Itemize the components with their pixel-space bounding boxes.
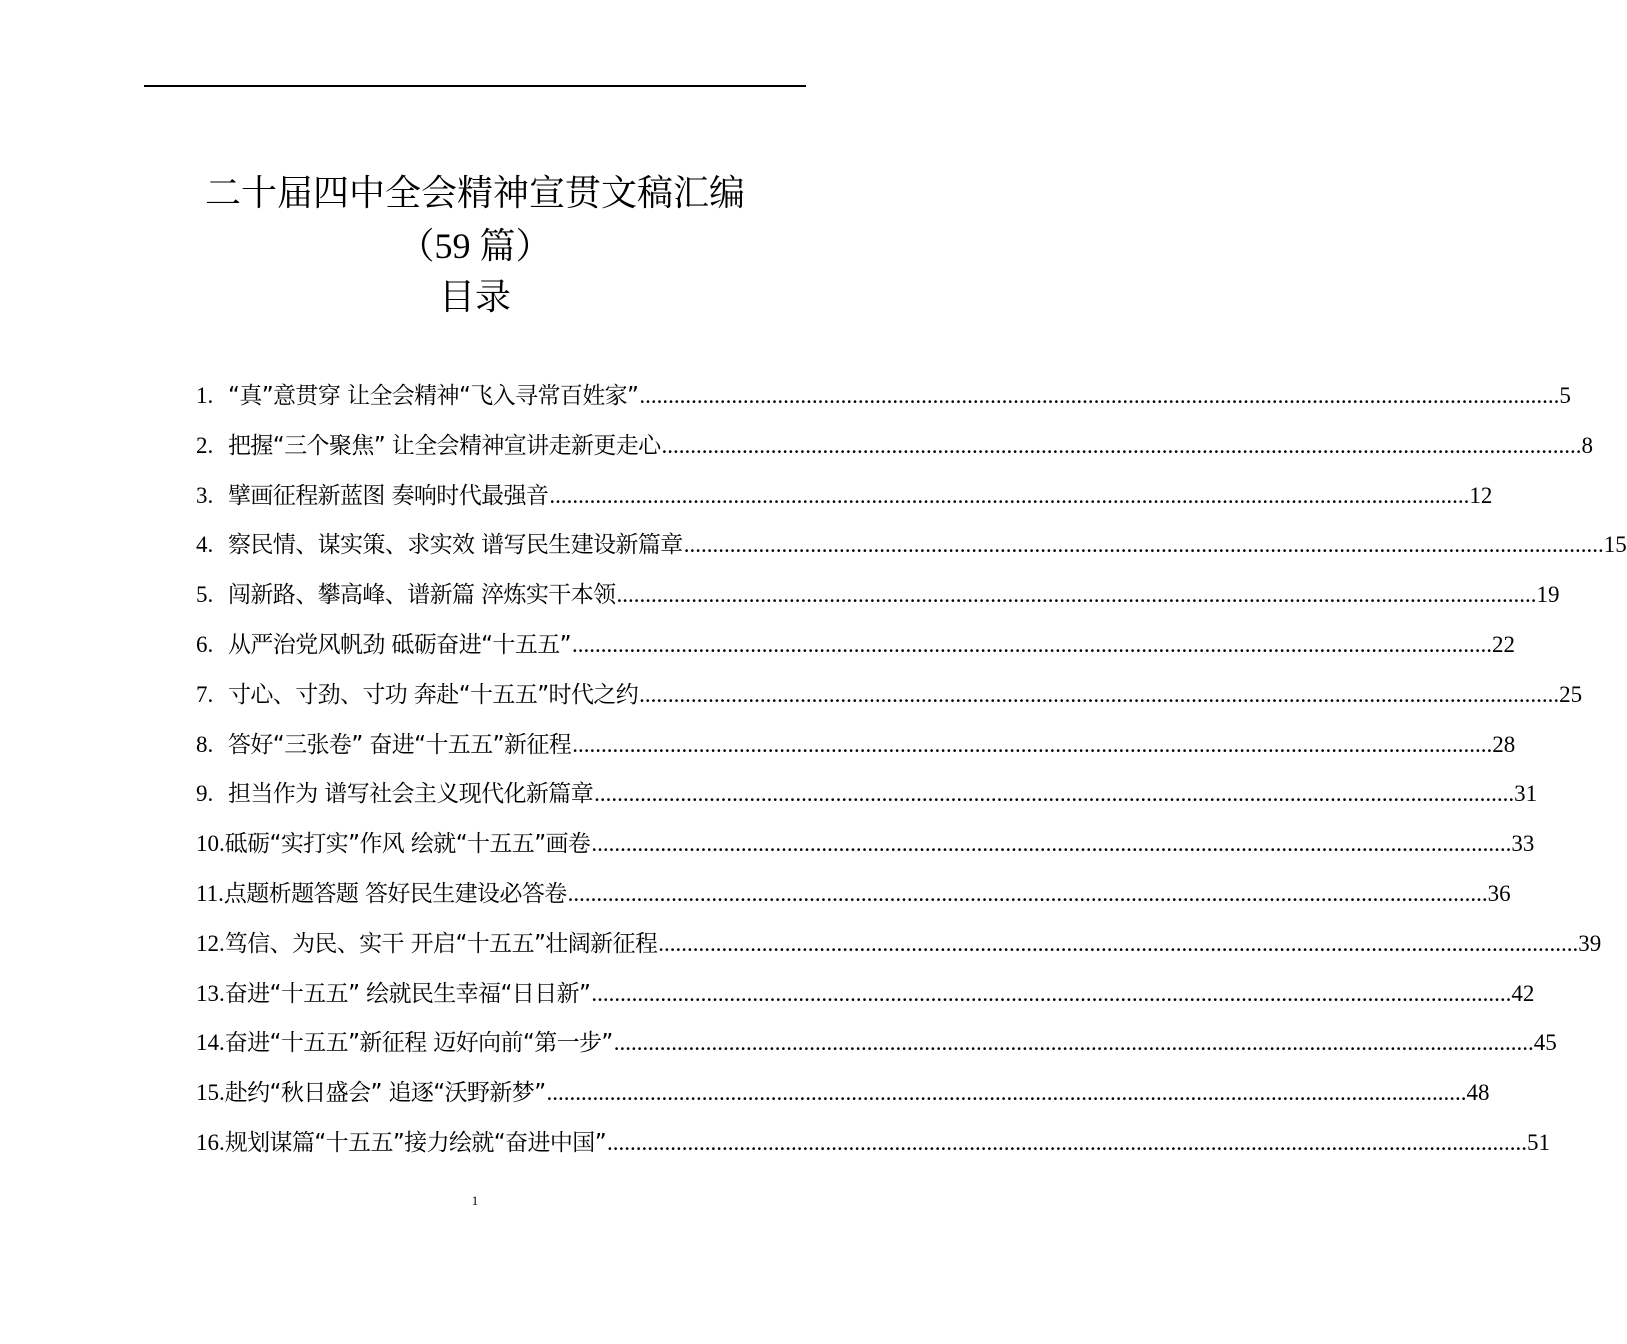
toc-entry-number: 2. (196, 432, 214, 458)
toc-entry[interactable] (196, 620, 1515, 670)
toc-entry-title: “真”意贯穿 让全会精神“飞入寻常百姓家” (228, 383, 639, 409)
toc-entry-number: 14. (196, 1030, 225, 1056)
toc-entry-number: 13. (196, 980, 225, 1006)
toc-entry-page: 5 (1559, 383, 1571, 408)
toc-entry-page: 28 (1492, 731, 1516, 757)
toc-entry-title: 从严治党风帆劲 砥砺奋进“十五五” (228, 631, 571, 658)
header-rule (144, 85, 806, 87)
toc-entry[interactable] (196, 1068, 1490, 1118)
toc-entry-title: 担当作为 谱写社会主义现代化新篇章 (228, 781, 594, 808)
toc-entry-title: 规划谋篇“十五五”接力绘就“奋进中国” (224, 1129, 607, 1156)
toc-dot-leader (590, 819, 1511, 869)
toc-entry-title: 奋进“十五五”新征程 迈好向前“第一步” (224, 1030, 613, 1057)
toc-entry-number: 15. (196, 1080, 225, 1106)
toc-entry-page: 22 (1491, 631, 1515, 657)
toc-entry-number: 3. (196, 482, 214, 508)
toc-entry-number: 6. (196, 631, 214, 657)
toc-entry-number: 7. (196, 681, 214, 707)
toc-dot-leader (567, 869, 1488, 919)
toc-dot-leader (661, 421, 1582, 471)
toc-entry-title: 寸心、寸劲、寸功 奔赴“十五五”时代之约 (228, 681, 639, 708)
toc-entry-title: 闯新路、攀高峰、谱新篇 淬炼实干本领 (228, 582, 616, 609)
toc-entry-number: 10. (196, 831, 225, 857)
toc-entry-title: 擘画征程新蓝图 奏响时代最强音 (228, 482, 549, 509)
toc-dot-leader (593, 769, 1514, 819)
toc-entry[interactable] (196, 819, 1535, 869)
toc-entry[interactable] (196, 570, 1560, 620)
toc-dot-leader (616, 570, 1537, 620)
toc-entry[interactable] (196, 869, 1511, 919)
document-title: 二十届四中全会精神宣贯文稿汇编 (204, 173, 745, 214)
toc-entry-title: 把握“三个聚焦” 让全会精神宣讲走新更走心 (228, 432, 661, 459)
toc-entry[interactable] (196, 371, 1571, 421)
toc-heading: 目录 (438, 277, 511, 318)
toc-dot-leader (571, 620, 1492, 670)
toc-entry-title: 奋进“十五五” 绘就民生幸福“日日新” (224, 980, 591, 1007)
toc-dot-leader (657, 919, 1578, 969)
toc-entry[interactable] (196, 769, 1538, 819)
article-count: （59 篇） (398, 226, 552, 266)
toc-dot-leader (548, 471, 1469, 521)
toc-entry-number: 12. (196, 930, 225, 956)
toc-entry[interactable] (196, 1118, 1551, 1168)
toc-entry-title: 砥砺“实打实”作风 绘就“十五五”画卷 (224, 831, 591, 858)
toc-entry[interactable] (196, 421, 1594, 471)
toc-entry-title: 察民情、谋实策、求实效 谱写民生建设新篇章 (228, 532, 683, 559)
toc-dot-leader (683, 520, 1604, 570)
toc-entry-title: 笃信、为民、实干 开启“十五五”壮阔新征程 (224, 930, 658, 957)
toc-entry-number: 9. (196, 781, 214, 807)
toc-dot-leader (606, 1118, 1527, 1168)
table-of-contents (196, 371, 1627, 1168)
toc-entry-page: 8 (1581, 432, 1594, 458)
toc-entry-number: 4. (196, 532, 214, 558)
toc-entry-number: 16. (196, 1129, 225, 1155)
toc-entry-page: 42 (1511, 980, 1535, 1006)
toc-entry-page: 36 (1487, 880, 1511, 906)
toc-entry-number: 8. (196, 731, 214, 757)
toc-entry-page: 39 (1578, 930, 1602, 956)
toc-entry[interactable] (196, 471, 1493, 521)
toc-entry[interactable] (196, 919, 1602, 969)
toc-entry[interactable] (196, 720, 1516, 770)
toc-entry-page: 19 (1536, 582, 1560, 608)
toc-dot-leader (590, 969, 1511, 1019)
toc-entry-page: 48 (1466, 1080, 1490, 1106)
toc-entry-page: 15 (1603, 532, 1627, 558)
title-block (0, 168, 950, 324)
toc-entry[interactable] (196, 670, 1583, 720)
toc-dot-leader (638, 371, 1559, 421)
page-number: 1 (471, 1193, 479, 1208)
toc-entry-page: 45 (1533, 1030, 1557, 1056)
toc-entry-page: 25 (1559, 681, 1583, 707)
toc-entry-page: 51 (1527, 1129, 1551, 1155)
toc-entry[interactable] (196, 520, 1627, 570)
toc-entry-page: 12 (1469, 482, 1493, 508)
toc-entry-title: 点题析题答题 答好民生建设必答卷 (223, 880, 567, 907)
toc-entry-number: 5. (196, 582, 214, 608)
toc-entry-page: 31 (1514, 781, 1538, 807)
toc-entry-title: 答好“三张卷” 奋进“十五五”新征程 (228, 731, 572, 758)
toc-entry-title: 赴约“秋日盛会” 追逐“沃野新梦” (224, 1080, 546, 1107)
toc-entry-number: 11. (196, 880, 224, 906)
toc-entry[interactable] (196, 969, 1535, 1019)
toc-dot-leader (638, 670, 1559, 720)
toc-dot-leader (546, 1068, 1467, 1118)
toc-entry-number: 1. (196, 383, 214, 408)
toc-entry[interactable] (196, 1018, 1557, 1068)
toc-entry-page: 33 (1511, 831, 1535, 857)
toc-dot-leader (571, 720, 1492, 770)
toc-dot-leader (613, 1018, 1534, 1068)
